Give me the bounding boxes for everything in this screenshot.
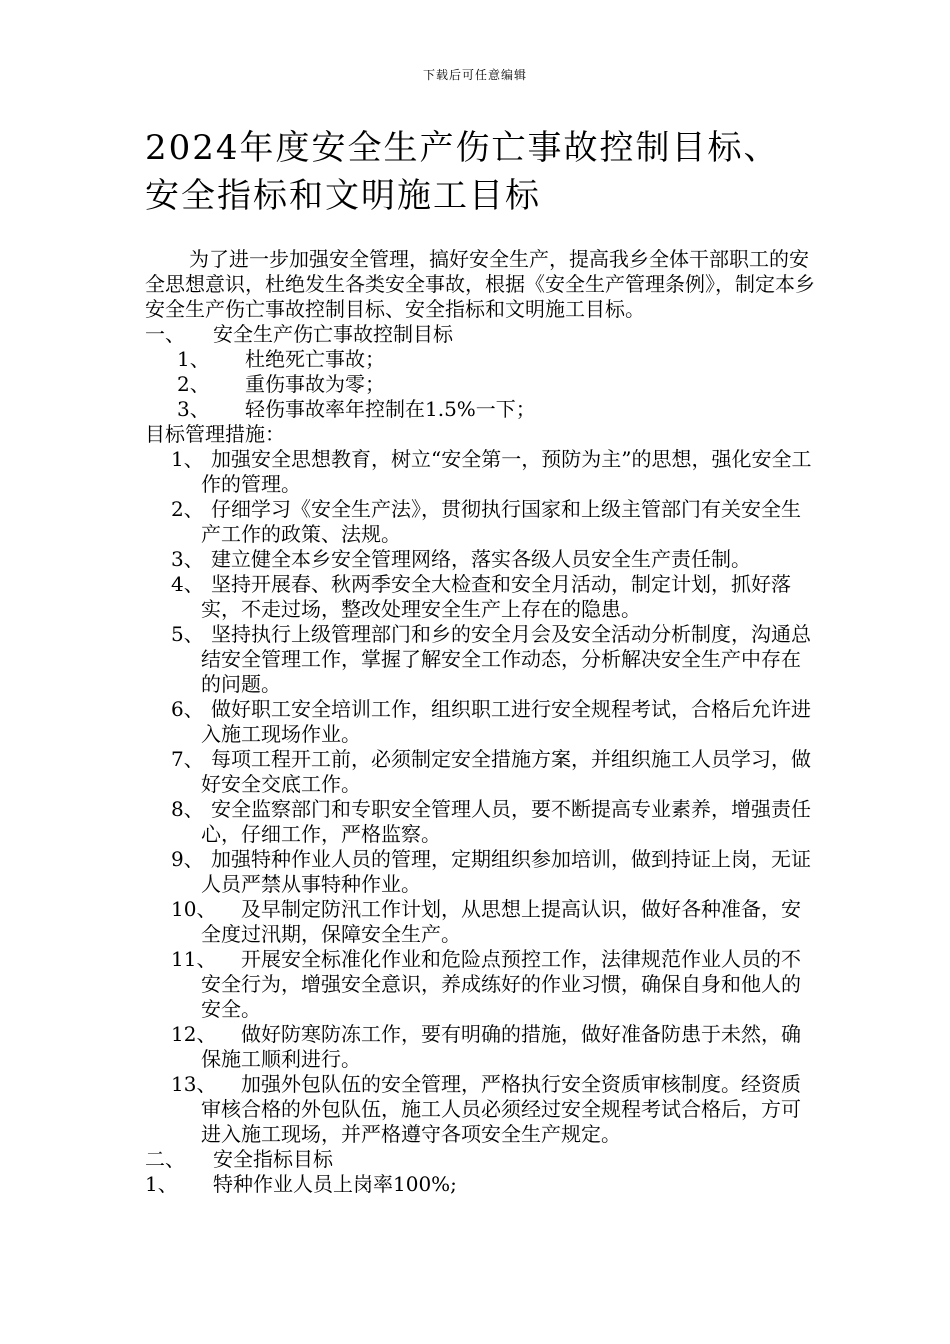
measure-number: 5、: [171, 622, 204, 646]
goal-number: 3、: [177, 397, 210, 421]
measure-number: 6、: [171, 697, 204, 721]
measure-number: 12、: [171, 1022, 217, 1046]
measure-number: 13、: [171, 1072, 217, 1096]
indicator-text: 特种作业人员上岗率100%;: [213, 1172, 457, 1196]
goal-number: 2、: [177, 372, 210, 396]
goal-text: 杜绝死亡事故；: [245, 347, 385, 371]
measure-text: 建立健全本乡安全管理网络，落实各级人员安全生产责任制。: [211, 547, 751, 571]
goal-item: [145, 347, 815, 372]
measure-text: 加强特种作业人员的管理，定期组织参加培训，做到持证上岗，无证人员严禁从事特种作业。: [201, 847, 811, 896]
measure-item: [145, 447, 815, 497]
measure-item: [145, 697, 815, 747]
measure-number: 3、: [171, 547, 204, 571]
section-2-heading: [145, 1147, 815, 1172]
measure-number: 7、: [171, 747, 204, 771]
measure-text: 安全监察部门和专职安全管理人员，要不断提高专业素养，增强责任心，仔细工作，严格监察。: [201, 797, 811, 846]
measure-number: 9、: [171, 847, 204, 871]
section-number: 二、: [145, 1147, 185, 1171]
measure-text: 做好防寒防冻工作，要有明确的措施，做好准备防患于未然，确保施工顺利进行。: [201, 1022, 801, 1071]
measure-text: 仔细学习《安全生产法》，贯彻执行国家和上级主管部门有关安全生产工作的政策、法规。: [201, 497, 801, 546]
measures-heading: 目标管理措施：: [145, 422, 285, 446]
goal-item: [145, 397, 815, 422]
measure-text: 每项工程开工前，必须制定安全措施方案，并组织施工人员学习，做好安全交底工作。: [201, 747, 811, 796]
measure-item: [145, 547, 815, 572]
section-1-heading: [145, 322, 815, 347]
goal-text: 轻伤事故率年控制在1.5%一下；: [245, 397, 536, 421]
document-title: 2024年度安全生产伤亡事故控制目标、安全指标和文明施工目标: [145, 128, 780, 216]
goal-number: 1、: [177, 347, 210, 371]
measure-item: [145, 947, 815, 1022]
measure-text: 加强安全思想教育，树立“安全第一，预防为主”的思想，强化安全工作的管理。: [201, 447, 812, 496]
measure-item: [145, 747, 815, 797]
measure-item: [145, 1072, 815, 1147]
measure-number: 1、: [171, 447, 204, 471]
goal-text: 重伤事故为零；: [245, 372, 385, 396]
section-title: 安全指标目标: [213, 1147, 333, 1171]
measure-number: 10、: [171, 897, 217, 921]
measure-number: 8、: [171, 797, 204, 821]
indicator-number: 1、: [145, 1172, 178, 1196]
measure-text: 坚持执行上级管理部门和乡的安全月会及安全活动分析制度，沟通总结安全管理工作，掌握了解安全工作动态，分析解决安全生产中存在的问题。: [201, 622, 811, 696]
goal-item: [145, 372, 815, 397]
measure-item: [145, 497, 815, 547]
intro-paragraph: 为了进一步加强安全管理，搞好安全生产，提高我乡全体干部职工的安全思想意识，杜绝发生各类安全事故，根据《安全生产管理条例》，制定本乡安全生产伤亡事故控制目标、安全指标和文明施工目标。: [145, 247, 815, 321]
indicator-item: [145, 1172, 815, 1197]
measure-number: 11、: [171, 947, 217, 971]
section-title: 安全生产伤亡事故控制目标: [213, 322, 453, 346]
document-body: [145, 247, 815, 1197]
measure-number: 2、: [171, 497, 204, 521]
measure-text: 坚持开展春、秋两季安全大检查和安全月活动，制定计划，抓好落实，不走过场，整改处理安全生产上存在的隐患。: [201, 572, 791, 621]
measure-item: [145, 572, 815, 622]
measure-item: [145, 797, 815, 847]
measure-text: 做好职工安全培训工作，组织职工进行安全规程考试，合格后允许进入施工现场作业。: [201, 697, 811, 746]
measure-item: [145, 622, 815, 697]
measure-item: [145, 897, 815, 947]
measure-text: 加强外包队伍的安全管理，严格执行安全资质审核制度。经资质审核合格的外包队伍，施工人员必须经过安全规程考试合格后，方可进入施工现场，并严格遵守各项安全生产规定。: [201, 1072, 801, 1146]
measure-item: [145, 1022, 815, 1072]
measure-number: 4、: [171, 572, 204, 596]
measure-text: 及早制定防汛工作计划，从思想上提高认识，做好各种准备，安全度过汛期，保障安全生产。: [201, 897, 801, 946]
measure-item: [145, 847, 815, 897]
page-header-note: 下载后可任意编辑: [422, 68, 527, 82]
section-number: 一、: [145, 322, 185, 346]
measure-text: 开展安全标准化作业和危险点预控工作，法律规范作业人员的不安全行为，增强安全意识，养成练好的作业习惯，确保自身和他人的安全。: [201, 947, 801, 1021]
